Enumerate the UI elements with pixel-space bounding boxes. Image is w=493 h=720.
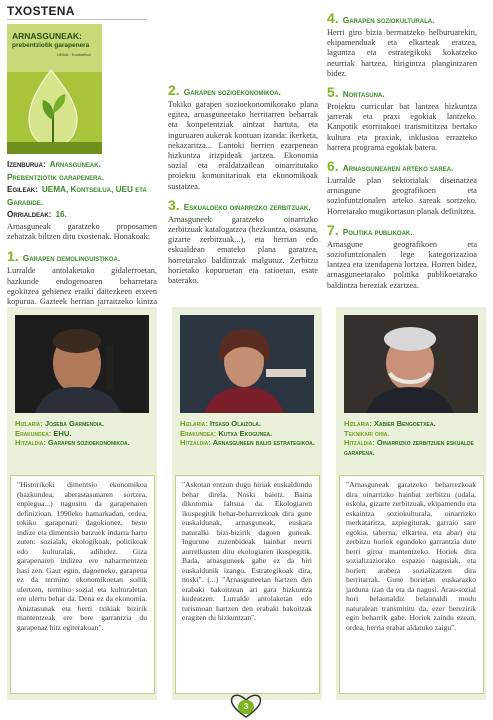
info-value: Itsaso Olaizola. <box>209 419 261 428</box>
item-title: Nortasuna. <box>342 89 385 100</box>
meta-value: Arnasguneak. Prebentziotik garapenera. <box>7 160 105 182</box>
meta-authors-row <box>7 183 147 208</box>
meta-title-row <box>7 158 147 183</box>
report-cover <box>7 24 102 154</box>
meta-value: UEMA, Kontseilua, UEU eta Garabide. <box>7 185 147 207</box>
page-number: 3 <box>238 700 254 714</box>
speaker-info <box>180 419 316 448</box>
column-3 <box>327 10 477 291</box>
person-icon <box>180 315 314 413</box>
info-label: Hizlaria: <box>15 419 43 428</box>
info-label: Hitzaldia: <box>344 438 375 448</box>
info-label: Hitzaldia: <box>180 438 211 448</box>
info-label: Hizlaria: <box>180 419 208 428</box>
item-title: Politika publikoak. <box>342 226 413 237</box>
item-text: Lurralde antolaketako gidalerroetan, hazkunde endogenoaren beharretara egokitzea gehienez eraiki daitezkeen etxeen kopurua. Gazteek herrian jarraitzeko kintza <box>7 266 157 307</box>
item-title: Eskualdeko oinarrizko zerbitzuak. <box>183 201 311 212</box>
speaker-card <box>172 307 322 700</box>
info-value: Kutxa Ekogunea. <box>218 428 273 438</box>
header-rule <box>7 19 147 20</box>
info-value: Garapen sozioekonomikoa. <box>47 438 130 448</box>
speaker-card <box>336 307 486 700</box>
item-text: Tokiko garapen sozioekonomikorako plana egitea, arnasguneetako herritarren beharrak eta konpetentziak aintzat hartuta, eta inguruaren aukerak kontuan izanda: ikerketa, nekazaritza... Lantoki berrien ezarpenean hizkuntza irizpideak jartzea. Ekonomia sozial eta eraldatzailean oinarritutako proiektu komunitarioak eta ekonomikoak sustatzea. <box>168 100 318 191</box>
meta-label: Izenburua: <box>7 160 46 169</box>
info-label: Hizlaria: <box>344 419 372 428</box>
info-label: Teknikari ohia. <box>344 428 390 438</box>
meta-pages-row <box>7 208 147 221</box>
intro-text: Arnasguneak garatzeko proposamen zehatzak biltzen ditu txostenak. Honakoak: <box>7 222 157 242</box>
info-value: Xabier Bengoetxea. <box>373 419 436 428</box>
item-number: 7. <box>327 221 339 238</box>
meta-value: 16. <box>55 210 67 219</box>
item-number: 4. <box>327 10 339 26</box>
info-label: Erakundea: <box>15 428 52 438</box>
item-number: 3. <box>168 196 180 213</box>
quote-text: "Historikoki dimentsio ekonomikoa (bazkundea, aberastasunaren sortzea, enplegua...) nagusitu da garapenaren definizioan. 1990eko hamarkadan, ordea, tokiko garapenari dagokionez, beste indize eta dimentsio batzuek indarra hartu zuten: sozialak, ekologikoak, politikoak edo kulturalak, adibidez. Giza garapenaren indizea ere nabarmentzen hasi zen. Gaur egun, dagoeneko, garapena ez da termino ekonomikoetan soilik ulertzen, termino sozial eta kulturaletan ere ulertu behar da. Dena ez da ekonomia. Aniztasunak eta herri txikiak bizirik mantentzeak ere bere garrantzia du garapenaz hitz egiterakoan". <box>17 480 147 632</box>
info-label: Hitzaldia: <box>15 438 46 448</box>
info-value: Oinarrizko zerbitzuen eskualde garapena. <box>344 438 474 457</box>
cover-small: UEMA · Kontseilua <box>57 52 91 57</box>
meta-label: Egileak: <box>7 185 38 194</box>
speaker-photo <box>180 315 314 413</box>
item-text: Arnasgune geografikoen eta soziofuntzionalen lege kategorizazioa lantzea eta izendapena lortzea. Horren bidez, arnasguneetarako politika publikoetarako baldintza bereziak ezartzea. <box>327 239 477 290</box>
item-number: 2. <box>168 82 180 98</box>
info-value: Joseba Garmendia. <box>44 419 104 428</box>
item-text: Herri giro bizia bermatzeko helburuarekin, ekipamenduak eta elkarteak eratzea, laguntza eta estrategikoki kokatzeko neurriak hartzea, hirigintza plangintzaren bidez. <box>327 28 477 78</box>
info-label: Erakundea: <box>180 428 217 438</box>
item-title: Garapen soziokulturala. <box>342 15 435 25</box>
item-text: Arnasguneek garatzeko oinarrizko zerbitzuak katalogatzea (hezkuntza, osasuna, gizarte zerbitzuak...), eta herrian edo eskualdean emateko plana garatzea, horretarako baldintzak malgutuz. Zerbitzu horietako kopuruetan eta ratioetan, esate baterako. <box>168 214 318 286</box>
column-2 <box>168 4 318 286</box>
item-text: Lurralde plan sektorialak diseinatzea arnasgune geografikoen eta soziofuntzionalen arteko sareak sortzeko. Horretarako mugikortasun planak definitzea. <box>327 176 477 216</box>
item-text: Proiektu curricular bat lantzea hizkuntza jarrerak eta praxi egokiak lantzeko. Kanpotik etorritakoei transmititzea bertako kultura eta praxiak, inklusioa errazteko harrera programa egokiak baterа. <box>327 102 477 152</box>
speaker-photo <box>344 315 478 413</box>
item-title: Garapen demolinguistikoa. <box>22 253 121 264</box>
item-title: Garapen sozioekonomikoa. <box>183 87 281 97</box>
info-value: Arnasguneen balio estrategikoa. <box>212 438 315 448</box>
item-title: Arnasgunearen arteko sarea. <box>342 163 454 174</box>
speaker-info <box>15 419 151 448</box>
item-number: 1. <box>7 248 19 265</box>
quote-text: "Arnasguneak garatzeko beharrezkoak dira oinarrizko hainbat zerbitzu (udala, eskola, gizarte zerbitzuak, ekipamendu eta eskaintza soziokulturala, oinarrizko merkataritza, azpiegiturak, garraio sare egokia, taberna, elkartea, eta abar) eta zerbitzu horiek egundoko garrantzia dute herri giroa mantentzeko. Horiek dira sozializaziorako espazio nagusiak, eta horien arabera sozializatzen dira herritarrak. Gune horietan euskarazko jarduna izan da eta da nagusi. Arau-sozial hori belaunaldiz belaunaldi modu naturalean transmititu da, ezer berezirik egin beharrik gabe. Horiek zaindu ezean, ordea, herria erabat aldatuko zaigu". <box>346 480 476 632</box>
meta-block <box>7 158 147 221</box>
drop-plant-icon <box>7 24 102 154</box>
cover-title: ARNASGUNEAK: <box>12 31 82 41</box>
person-icon <box>344 315 478 413</box>
item-number: 6. <box>327 158 339 175</box>
speaker-info <box>344 419 480 457</box>
item-number: 5. <box>327 84 339 101</box>
section-title: TXOSTENA <box>7 4 75 18</box>
person-icon <box>15 315 149 413</box>
cover-subtitle: prebentziotik garapenera <box>12 42 90 49</box>
quote-text: "Askotan entzun dugu hiriak euskaldundu behar direla. Noski baietz. Baina dikotomia faltsua da. Ekologiaren ikuspegitik behar-beharrezkoak dira gune euskaldunak, arnasguneak, euskara naturalki bizi-bizirik dagoen guneak. Ingurune zuzenbideak hainbat neurri aurreikusten ditu ekologiaren ikuspegitik. Bada, arnasguneek gabe ez da hiri euskaldunik izango. Estrategikoak dira, noski". (...) "Arnasguneetan hartzen den erabaki bakoitzean ari gara hizkuntza kudeatzen. Lurralde antolaketan edo turismoan hartzen den erabaki bakoitzak eragiten du hizkuntzan". <box>182 480 312 622</box>
column-1 <box>7 222 157 317</box>
speaker-photo <box>15 315 149 413</box>
info-value: EHU. <box>53 428 72 438</box>
speaker-card <box>7 307 157 700</box>
meta-label: Orrialdeak: <box>7 210 52 219</box>
